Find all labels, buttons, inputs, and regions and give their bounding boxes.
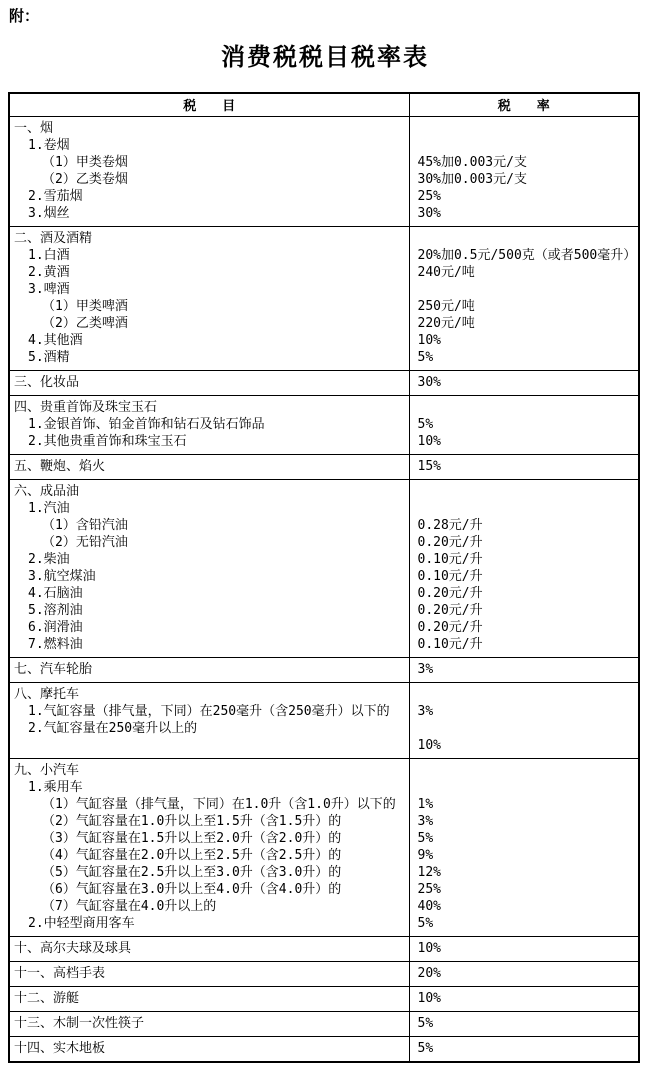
tax-rate-text	[410, 281, 639, 298]
tax-item-text: 1.乘用车	[28, 779, 83, 795]
tax-item-text: 1.气缸容量（排气量，下同）在250毫升（含250毫升）以下的	[28, 703, 390, 719]
tax-rate-text: 20%加0.5元/500克（或者500毫升）	[417, 247, 637, 263]
tax-rate-cell	[409, 657, 639, 682]
tax-item-text: （7）气缸容量在4.0升以上的	[42, 898, 217, 914]
tax-rate-text: 0.10元/升	[417, 551, 483, 567]
tax-rate-text	[410, 779, 639, 796]
table-row-section-9	[9, 758, 639, 936]
tax-item-text: 十二、游艇	[14, 990, 80, 1006]
tax-item-text: 十、高尔夫球及球具	[14, 940, 132, 956]
tax-item-text: 四、贵重首饰及珠宝玉石	[14, 399, 158, 415]
tax-rate-text	[410, 483, 639, 500]
tax-rate-cell	[409, 479, 639, 657]
tax-rate-text: 5%	[417, 349, 434, 365]
tax-item-text: （3）气缸容量在1.5升以上至2.0升（含2.0升）的	[42, 830, 342, 846]
tax-item-text: 3.烟丝	[28, 205, 70, 221]
tax-item-text: 二、酒及酒精	[14, 230, 93, 246]
tax-item-cell	[9, 479, 409, 657]
tax-rate-text: 0.20元/升	[417, 534, 483, 550]
tax-item-cell	[9, 758, 409, 936]
table-row-section-8	[9, 682, 639, 758]
tax-rate-cell	[409, 395, 639, 454]
tax-item-text: 七、汽车轮胎	[14, 661, 93, 677]
tax-item-text: 2.气缸容量在250毫升以上的	[28, 720, 198, 736]
table-row-section-3	[9, 370, 639, 395]
tax-item-text: 2.黄酒	[28, 264, 70, 280]
tax-item-text: （2）乙类卷烟	[42, 171, 128, 187]
tax-item-text: 九、小汽车	[14, 762, 80, 778]
tax-rate-text: 1%	[417, 796, 434, 812]
tax-rate-text	[410, 120, 639, 137]
tax-rate-text: 0.28元/升	[417, 517, 483, 533]
tax-rate-text: 12%	[417, 864, 441, 880]
tax-rate-text: 10%	[417, 940, 441, 956]
tax-item-text: 2.柴油	[28, 551, 70, 567]
tax-rate-cell	[409, 758, 639, 936]
tax-item-text: （1）气缸容量（排气量，下同）在1.0升（含1.0升）以下的	[42, 796, 396, 812]
tax-rate-text: 10%	[417, 433, 441, 449]
tax-rate-text	[410, 500, 639, 517]
table-row-section-13	[9, 1011, 639, 1036]
tax-rate-text: 0.20元/升	[417, 619, 483, 635]
tax-item-text: 十一、高档手表	[14, 965, 106, 981]
tax-rate-cell	[409, 986, 639, 1011]
tax-item-cell	[9, 116, 409, 226]
table-row-section-4	[9, 395, 639, 454]
tax-item-text: （4）气缸容量在2.0升以上至2.5升（含2.5升）的	[42, 847, 342, 863]
page-title: 消费税税目税率表	[221, 42, 429, 71]
tax-rate-text: 9%	[417, 847, 434, 863]
table-row-section-12	[9, 986, 639, 1011]
tax-rate-text: 15%	[417, 458, 441, 474]
tax-item-text: 5.酒精	[28, 349, 70, 365]
header-cell-tax-rate: 税 率	[409, 93, 639, 116]
tax-rate-text: 5%	[417, 416, 434, 432]
tax-item-text: 4.石脑油	[28, 585, 83, 601]
tax-rate-text: 25%	[417, 188, 441, 204]
tax-item-text: （1）甲类卷烟	[42, 154, 128, 170]
tax-rate-text	[410, 720, 639, 737]
tax-item-text: （2）乙类啤酒	[42, 315, 128, 331]
tax-item-text: 3.航空煤油	[28, 568, 96, 584]
table-header	[9, 93, 639, 116]
header-cell-tax-item: 税 目	[9, 93, 409, 116]
tax-item-text: （2）气缸容量在1.0升以上至1.5升（含1.5升）的	[42, 813, 342, 829]
tax-item-text: （2）无铅汽油	[42, 534, 128, 550]
tax-item-text: 1.汽油	[28, 500, 70, 516]
tax-rate-cell	[409, 370, 639, 395]
tax-item-cell	[9, 1011, 409, 1036]
tax-item-text: 5.溶剂油	[28, 602, 83, 618]
tax-rate-text: 240元/吨	[417, 264, 475, 280]
tax-item-text: 7.燃料油	[28, 636, 83, 652]
tax-item-text: （5）气缸容量在2.5升以上至3.0升（含3.0升）的	[42, 864, 342, 880]
tax-item-text: 1.金银首饰、铂金首饰和钻石及钻石饰品	[28, 416, 265, 432]
tax-item-text: （1）甲类啤酒	[42, 298, 128, 314]
table-row-section-2	[9, 226, 639, 370]
table-row-section-11	[9, 961, 639, 986]
tax-item-text: 2.其他贵重首饰和珠宝玉石	[28, 433, 187, 449]
tax-rate-text: 3%	[417, 813, 434, 829]
tax-rate-text: 0.20元/升	[417, 585, 483, 601]
tax-rate-cell	[409, 226, 639, 370]
tax-item-cell	[9, 226, 409, 370]
tax-rate-cell	[409, 454, 639, 479]
tax-rate-text: 3%	[417, 703, 434, 719]
tax-item-text: 十四、实木地板	[14, 1040, 106, 1056]
tax-rate-text: 30%	[417, 374, 441, 390]
tax-rate-cell	[409, 936, 639, 961]
tax-rate-text: 10%	[417, 990, 441, 1006]
tax-rate-text: 10%	[417, 332, 441, 348]
tax-rate-text: 220元/吨	[417, 315, 475, 331]
tax-rate-text: 45%加0.003元/支	[417, 154, 527, 170]
tax-item-text: 2.中轻型商用客车	[28, 915, 135, 931]
table-row-section-10	[9, 936, 639, 961]
tax-rate-text: 20%	[417, 965, 441, 981]
tax-rate-cell	[409, 1036, 639, 1062]
tax-rate-text	[410, 137, 639, 154]
tax-item-text: 2.雪茄烟	[28, 188, 83, 204]
tax-item-text: 3.啤酒	[28, 281, 70, 297]
tax-item-cell	[9, 986, 409, 1011]
tax-item-text: 三、化妆品	[14, 374, 80, 390]
table-row-section-7	[9, 657, 639, 682]
tax-rate-text: 0.20元/升	[417, 602, 483, 618]
tax-item-cell	[9, 961, 409, 986]
tax-item-cell	[9, 1036, 409, 1062]
tax-item-text: （6）气缸容量在3.0升以上至4.0升（含4.0升）的	[42, 881, 342, 897]
tax-item-text: （1）含铅汽油	[42, 517, 128, 533]
tax-rate-cell	[409, 1011, 639, 1036]
header-row	[9, 93, 639, 116]
tax-rate-text: 10%	[417, 737, 441, 753]
tax-item-cell	[9, 657, 409, 682]
tax-rate-text: 0.10元/升	[417, 636, 483, 652]
tax-rate-text: 5%	[417, 915, 434, 931]
tax-rate-text: 0.10元/升	[417, 568, 483, 584]
tax-item-text: 六、成品油	[14, 483, 80, 499]
tax-rate-table	[8, 92, 640, 1063]
tax-rate-text	[410, 230, 639, 247]
tax-rate-text: 250元/吨	[417, 298, 475, 314]
tax-item-text: 6.润滑油	[28, 619, 83, 635]
table-row-section-1	[9, 116, 639, 226]
tax-rate-text	[410, 399, 639, 416]
table-row-section-5	[9, 454, 639, 479]
tax-rate-cell	[409, 961, 639, 986]
tax-rate-text	[410, 686, 639, 703]
tax-item-text: 1.卷烟	[28, 137, 70, 153]
tax-rate-text: 30%加0.003元/支	[417, 171, 527, 187]
table-row-section-14	[9, 1036, 639, 1062]
tax-rate-text: 5%	[417, 830, 434, 846]
tax-item-text: 4.其他酒	[28, 332, 83, 348]
tax-rate-text: 5%	[417, 1015, 434, 1031]
tax-rate-text	[410, 762, 639, 779]
tax-rate-text: 3%	[417, 661, 434, 677]
tax-rate-cell	[409, 682, 639, 758]
tax-item-text: 一、烟	[14, 120, 54, 136]
tax-item-cell	[9, 454, 409, 479]
tax-item-cell	[9, 395, 409, 454]
tax-item-cell	[9, 370, 409, 395]
tax-item-text: 十三、木制一次性筷子	[14, 1015, 145, 1031]
attachment-label: 附：	[9, 7, 40, 25]
tax-item-text	[10, 737, 409, 754]
tax-table-body	[9, 116, 639, 1062]
tax-item-text: 1.白酒	[28, 247, 70, 263]
table-row-section-6	[9, 479, 639, 657]
tax-rate-cell	[409, 116, 639, 226]
tax-rate-text: 5%	[417, 1040, 434, 1056]
tax-item-cell	[9, 936, 409, 961]
tax-rate-text: 30%	[417, 205, 441, 221]
tax-rate-text: 40%	[417, 898, 441, 914]
tax-rate-text: 25%	[417, 881, 441, 897]
tax-item-text: 五、鞭炮、焰火	[14, 458, 106, 474]
tax-item-cell	[9, 682, 409, 758]
tax-item-text: 八、摩托车	[14, 686, 80, 702]
